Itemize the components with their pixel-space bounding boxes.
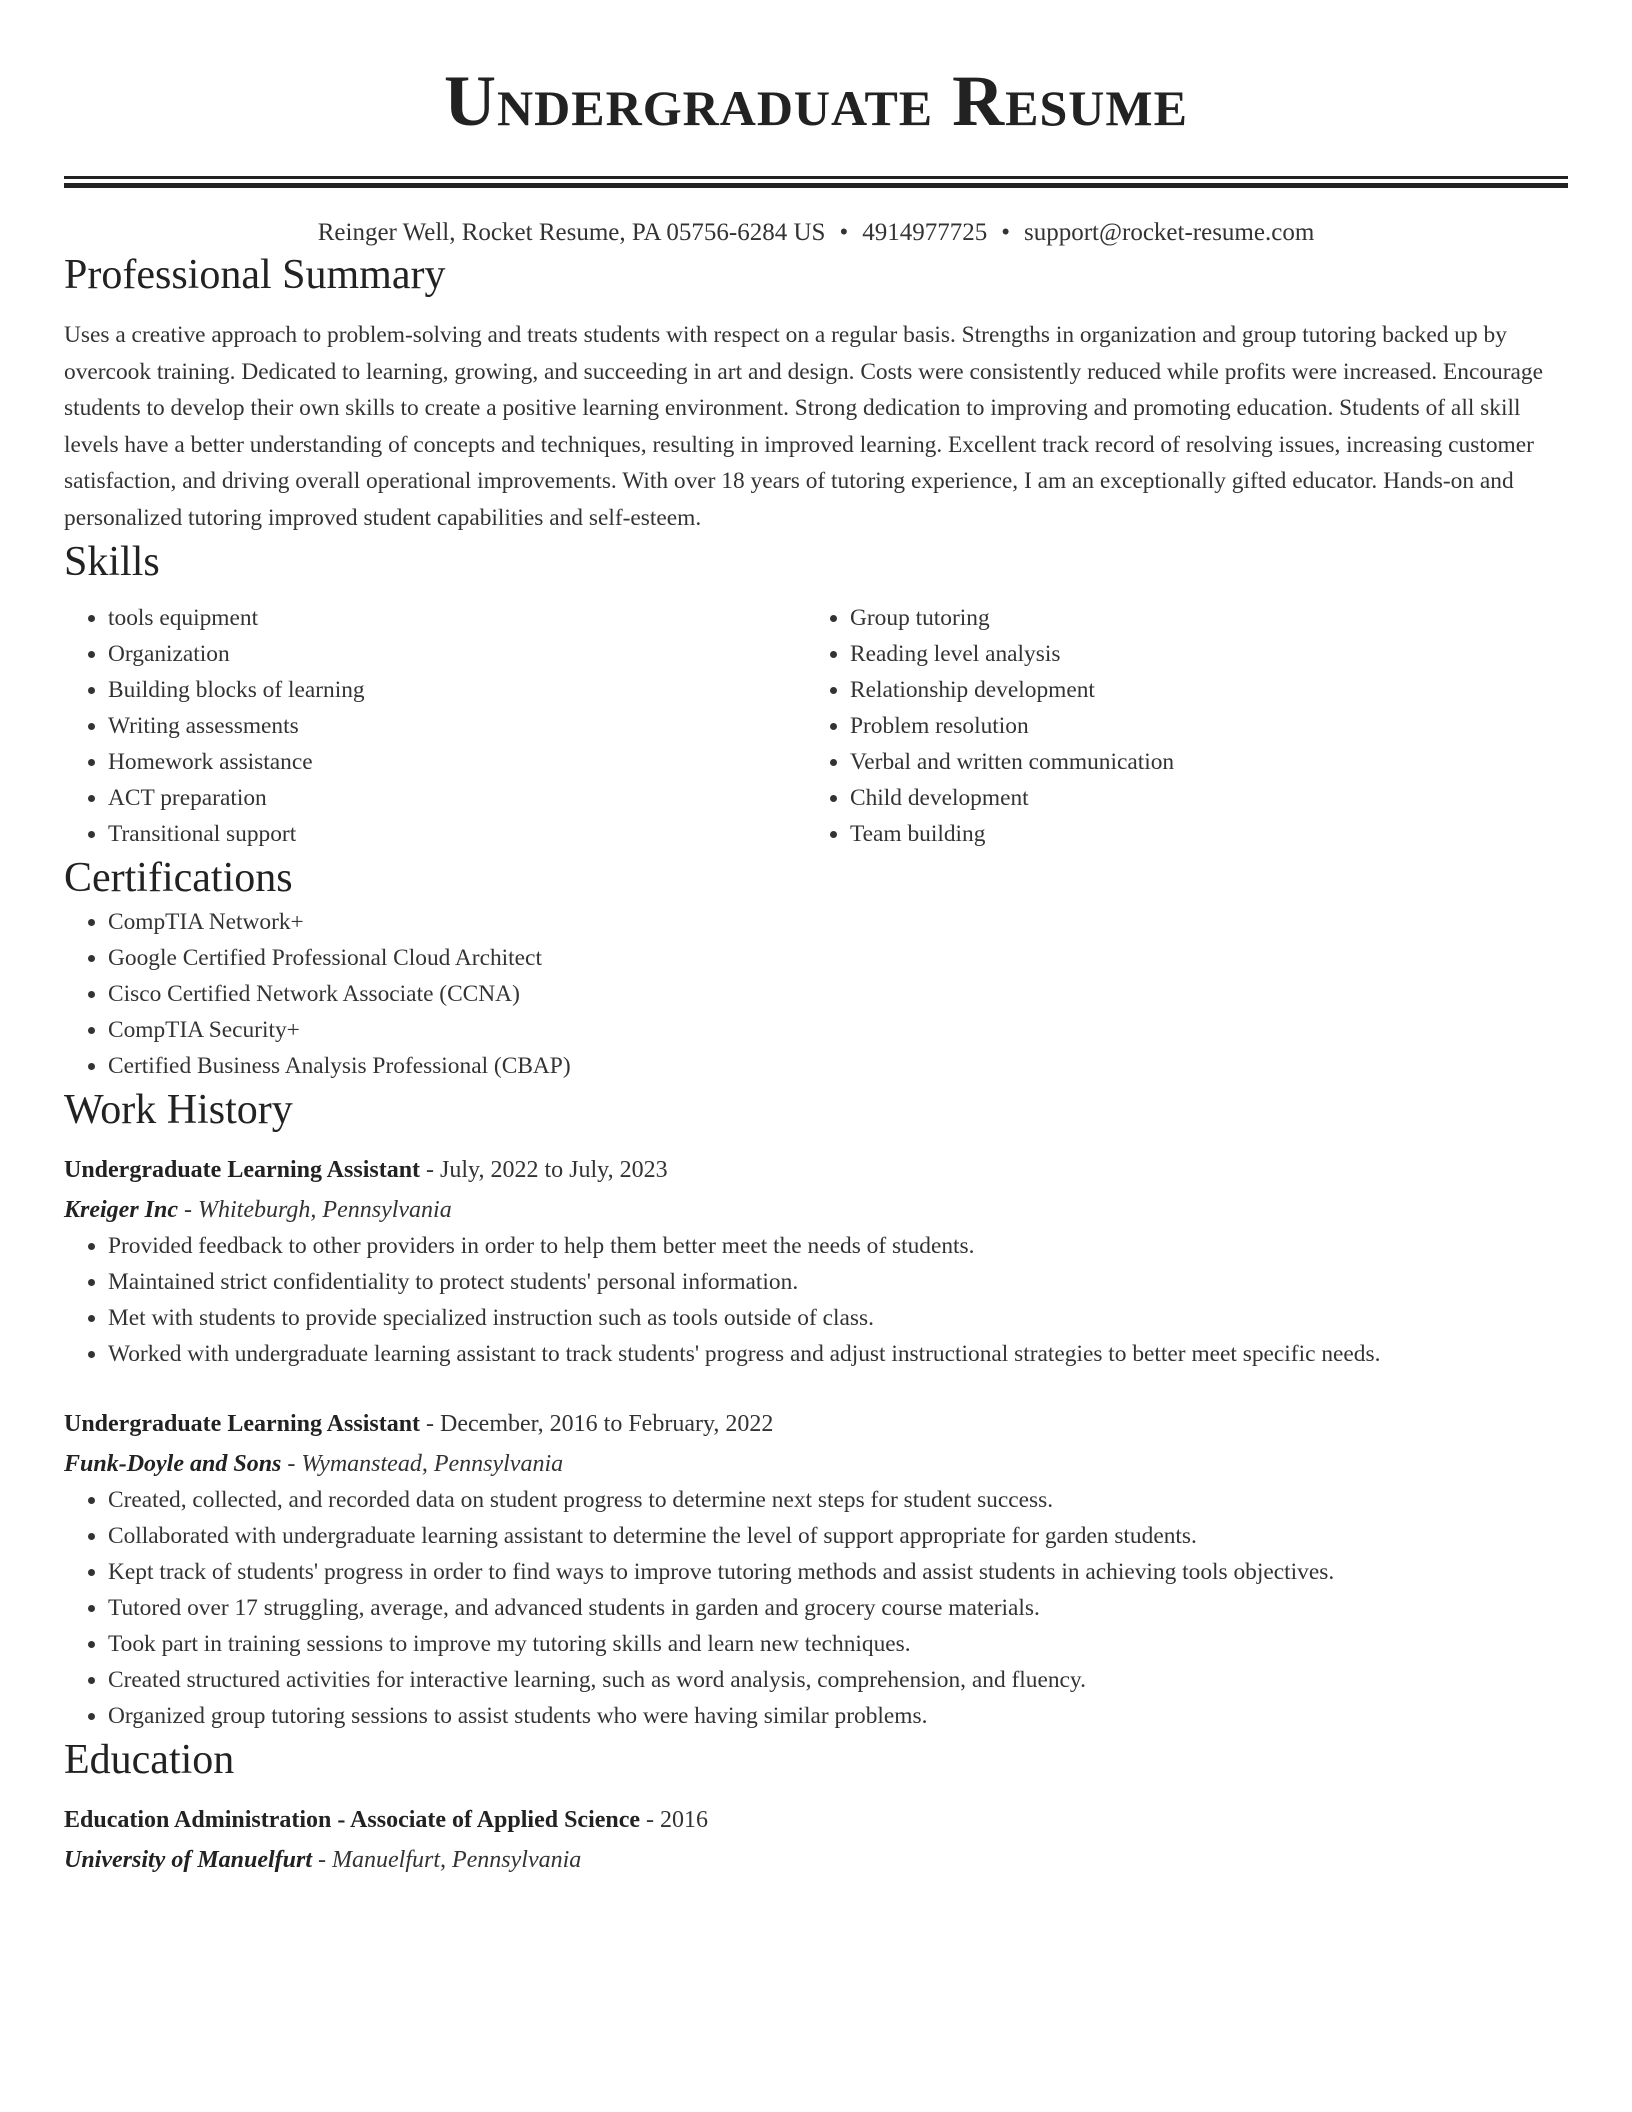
education-year: - 2016 — [640, 1807, 709, 1833]
job-location: - Wymanstead, Pennsylvania — [281, 1451, 564, 1477]
certification-item: • Certified Business Analysis Professional (CBAP) — [108, 1048, 1568, 1084]
skill-item: • Group tutoring — [850, 600, 1548, 636]
job-duty: • Tutored over 17 struggling, average, and advanced students in garden and grocery course materials. — [108, 1590, 1568, 1626]
skill-item: • Team building — [850, 816, 1548, 852]
certifications-heading: Certifications — [64, 855, 293, 901]
skill-item: • Relationship development — [850, 672, 1548, 708]
job-header — [64, 1406, 1568, 1442]
education-header — [64, 1802, 1568, 1838]
work-history-heading: Work History — [64, 1087, 293, 1133]
job-duty: • Provided feedback to other providers in order to help them better meet the needs of students. — [108, 1228, 1568, 1264]
skill-item: • Building blocks of learning — [108, 672, 806, 708]
job-dates: - December, 2016 to February, 2022 — [420, 1411, 774, 1437]
skills-column-left — [64, 600, 806, 852]
education-heading: Education — [64, 1737, 235, 1783]
skill-item: • Organization — [108, 636, 806, 672]
skill-item: • Writing assessments — [108, 708, 806, 744]
job-duties-list — [64, 1228, 1568, 1372]
education-institution — [64, 1842, 1568, 1878]
job-header — [64, 1152, 1568, 1188]
education-degree: Education Administration - Associate of Applied Science — [64, 1807, 641, 1833]
contact-address: Reinger Well, Rocket Resume, PA 05756-6284 US — [317, 219, 826, 246]
skills-list-right — [806, 600, 1548, 852]
certification-item: • CompTIA Network+ — [108, 904, 1568, 940]
job-duty: • Created structured activities for interactive learning, such as word analysis, comprehension, and fluency. — [108, 1662, 1568, 1698]
skills-column-right — [806, 600, 1548, 852]
job-duty: • Collaborated with undergraduate learning assistant to determine the level of support appropriate for garden students. — [108, 1518, 1568, 1554]
job-duty: • Maintained strict confidentiality to protect students' personal information. — [108, 1264, 1568, 1300]
job-employer — [64, 1446, 1568, 1482]
skill-item: • tools equipment — [108, 600, 806, 636]
skill-item: • Homework assistance — [108, 744, 806, 780]
job-role: Undergraduate Learning Assistant — [64, 1157, 421, 1183]
education-location: - Manuelfurt, Pennsylvania — [312, 1847, 582, 1873]
certification-item: • Cisco Certified Network Associate (CCNA) — [108, 976, 1568, 1012]
summary-text: Uses a creative approach to problem-solving and treats students with respect on a regular basis. Strengths in organization and group tutoring backed up by overcook training. Dedicated to learning, growing, and succeeding in art and design. Costs were consistently reduced while profits were increased. Encourage students to develop their own skills to create a positive learning environment. Strong dedication to improving and promoting education. Students of all skill levels have a better understanding of concepts and techniques, resulting in improved learning. Excellent track record of resolving issues, increasing customer satisfaction, and driving overall operational improvements. With over 18 years of tutoring experience, I am an exceptionally gifted educator. Hands-on and personalized tutoring improved student capabilities and self-esteem. — [64, 322, 1543, 531]
job-duty: • Worked with undergraduate learning assistant to track students' progress and adjust instructional strategies to better meet specific needs. — [108, 1336, 1568, 1372]
contact-phone: 4914977725 — [862, 219, 988, 246]
summary-heading: Professional Summary — [64, 252, 446, 298]
resume-title: Undergraduate Resume — [444, 61, 1188, 141]
skill-item: • Reading level analysis — [850, 636, 1548, 672]
contact-email: support@rocket-resume.com — [1023, 219, 1315, 246]
skill-item: • Child development — [850, 780, 1548, 816]
job-company: Funk-Doyle and Sons — [64, 1451, 282, 1477]
job-duty: • Organized group tutoring sessions to assist students who were having similar problems. — [108, 1698, 1568, 1734]
skills-list-left — [64, 600, 806, 852]
contact-separator: • — [1001, 219, 1010, 246]
job-duty: • Met with students to provide specialized instruction such as tools outside of class. — [108, 1300, 1568, 1336]
job-entry — [64, 1152, 1568, 1372]
certification-item: • CompTIA Security+ — [108, 1012, 1568, 1048]
job-employer — [64, 1192, 1568, 1228]
job-duties-list — [64, 1482, 1568, 1734]
skill-item: • Verbal and written communication — [850, 744, 1548, 780]
title-divider — [64, 176, 1568, 179]
education-school: University of Manuelfurt — [64, 1847, 313, 1873]
job-entry — [64, 1406, 1568, 1734]
job-dates: - July, 2022 to July, 2023 — [420, 1157, 668, 1183]
job-duty: • Created, collected, and recorded data on student progress to determine next steps for student success. — [108, 1482, 1568, 1518]
job-duty: • Kept track of students' progress in order to find ways to improve tutoring methods and assist students in achieving tools objectives. — [108, 1554, 1568, 1590]
contact-separator: • — [839, 219, 849, 246]
skill-item: • ACT preparation — [108, 780, 806, 816]
skills-heading: Skills — [64, 539, 160, 585]
skills-grid — [64, 600, 1568, 852]
job-duty: • Took part in training sessions to improve my tutoring skills and learn new techniques. — [108, 1626, 1568, 1662]
job-location: - Whiteburgh, Pennsylvania — [178, 1197, 452, 1223]
contact-line — [64, 217, 1568, 249]
certification-item: • Google Certified Professional Cloud Architect — [108, 940, 1568, 976]
skill-item: • Transitional support — [108, 816, 806, 852]
job-company: Kreiger Inc — [64, 1197, 178, 1223]
job-role: Undergraduate Learning Assistant — [64, 1411, 421, 1437]
certifications-list — [64, 904, 1568, 1084]
skill-item: • Problem resolution — [850, 708, 1548, 744]
